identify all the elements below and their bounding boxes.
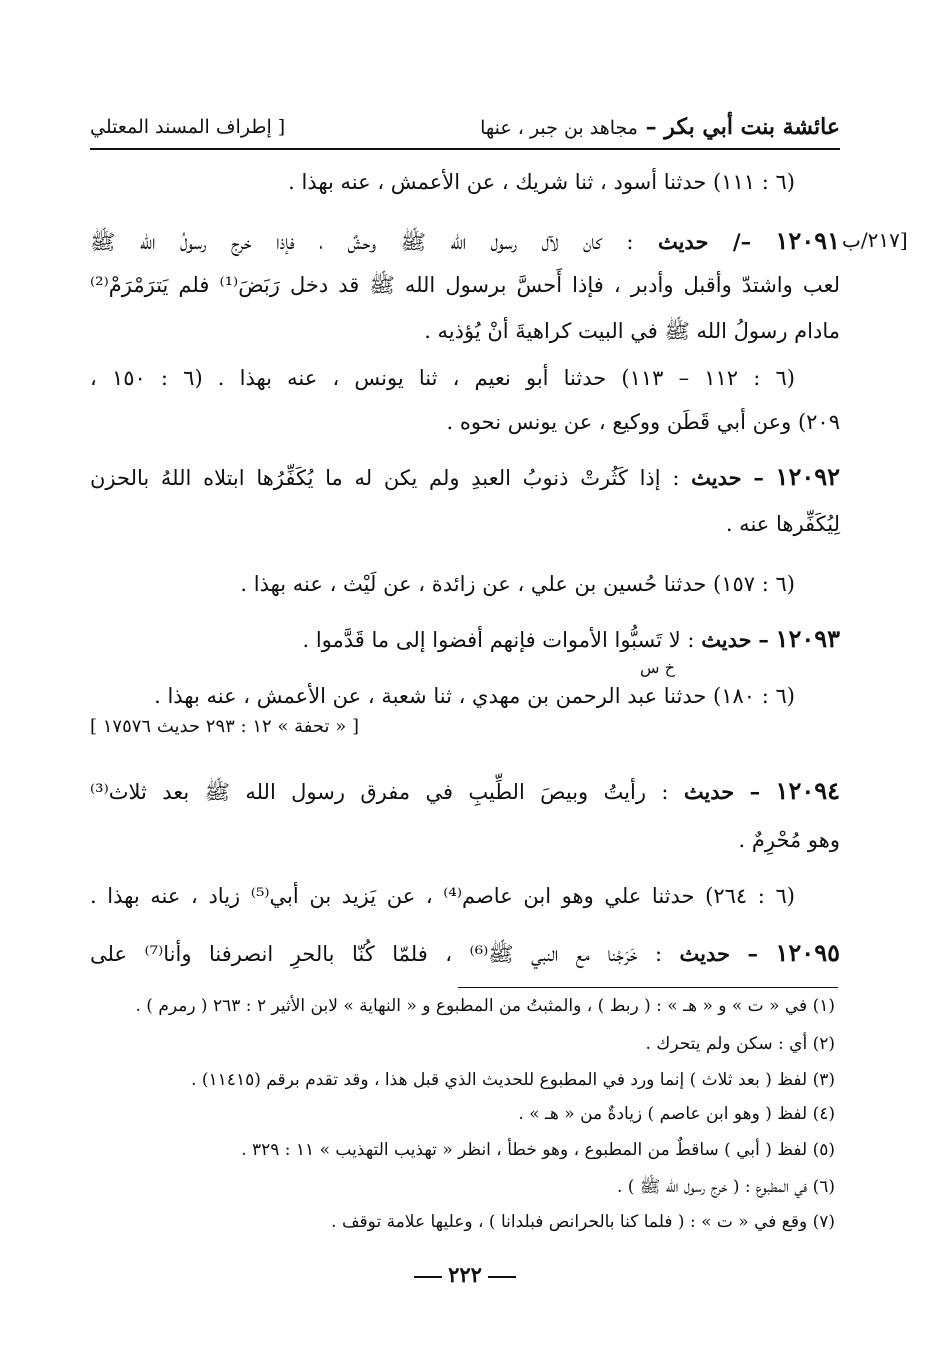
hadith-12093-line-1: ١٢٠٩٣ – حديث : لا تَسبُّوا الأموات فإنهم أفضوا إلى ما قَدَّموا . [302, 624, 840, 653]
header-author: عائشة بنت أبي بكر – [645, 114, 840, 140]
page-number-value: ٢٢٢ [448, 1262, 482, 1287]
header-book-title: [ إطراف المسند المعتلي [90, 116, 286, 138]
hadith-text: : رأيتُ وبيصَ الطِّيبِ في مفرق رسول الله ﷺ بعد ثلاث⁽³⁾ [90, 780, 669, 804]
hadith-12095-line-1: ١٢٠٩٥ – حديث : خَرَجْنا مع النبي ﷺ⁽⁶⁾ ، فلمّا كُنّا بالحرِ انصرفنا وأنا⁽⁷⁾ على [90, 938, 840, 967]
hadith-12091-source-1: (٦ : ١١٢ – ١١٣) حدثنا أبو نعيم ، ثنا يونس ، عنه بهذا . (٦ : ١٥٠ ، [90, 366, 795, 390]
hadith-text: : خَرَجْنا مع النبي ﷺ⁽⁶⁾ ، فلمّا كُنّا بالحرِ انصرفنا وأنا⁽⁷⁾ على [90, 942, 663, 966]
hadith-label: حديث [691, 465, 742, 490]
margin-folio-ref: ٢١٧/ب] [842, 228, 908, 252]
hadith-number: ١٢٠٩٣ [775, 624, 840, 653]
hadith-mark: –/ [732, 229, 752, 254]
hadith-12092-line-1: ١٢٠٩٢ – حديث : إذا كَثُرتْ ذنوبُ العبدِ ولم يكن له ما يُكَفِّرُها ابتلاه اللهُ بالحزن [90, 462, 840, 491]
footnote-rule [458, 987, 838, 988]
footnote: (٦) في المطبوع : ( خرج رسول الله ﷺ ) . [616, 1177, 835, 1197]
footnote: (٧) وقع في « ت » : ( فلما كنا بالحرانص فبلدانا ) ، وعليها علامة توقف . [331, 1212, 835, 1232]
hadith-12091-line-1 [90, 226, 840, 260]
footnote: (١) في « ت » و « هـ » : ( ربط ) ، والمثبتُ من المطبوع و « النهاية » لابن الأثير ٢ : ٢٦٣ ( رمرم ) . [135, 996, 835, 1016]
source-line: (٦ : ١١١) حدثنا أسود ، ثنا شريك ، عن الأعمش ، عنه بهذا . [288, 170, 795, 194]
footnote: (٣) لفظ ( بعد ثلاث ) إنما ورد في المطبوع للحديث الذي قبل هذا ، وقد تقدم برقم (١١٤١٥) . [191, 1070, 835, 1090]
hadith-12091-source-2: ٢٠٩) وعن أبي قَطَن ووكيع ، عن يونس نحوه . [446, 410, 840, 434]
hadith-number: ١٢٠٩٥ [775, 938, 840, 967]
hadith-12094-source: (٦ : ٢٦٤) حدثنا علي وهو ابن عاصم⁽⁴⁾ ، عن يَزيد بن أبي⁽⁵⁾ زياد ، عنه بهذا . [90, 884, 795, 908]
hadith-label: حديث [683, 779, 735, 804]
running-header [90, 112, 840, 150]
hadith-label: حديث [679, 941, 731, 966]
hadith-12094-line-1: ١٢٠٩٤ – حديث : رأيتُ وبيصَ الطِّيبِ في مفرق رسول الله ﷺ بعد ثلاث⁽³⁾ [90, 776, 840, 805]
hadith-label: حديث [657, 229, 709, 254]
tuhfa-reference [90, 716, 840, 737]
footnote: (٢) أي : سكن ولم يتحرك . [645, 1034, 835, 1054]
hadith-12093-source: (٦ : ١٨٠) حدثنا عبد الرحمن بن مهدي ، ثنا شعبة ، عن الأعمش ، عنه بهذا . [154, 684, 795, 708]
header-narrator: مجاهد بن جبر ، عنها [480, 117, 638, 139]
hadith-text: : إذا كَثُرتْ ذنوبُ العبدِ ولم يكن له ما يُكَفِّرُها ابتلاه اللهُ بالحزن [90, 466, 680, 490]
hadith-12091-line-3: مادام رسولُ الله ﷺ في البيت كراهيةَ أنْ يُؤذيه . [424, 319, 840, 343]
hadith-text: : كان لآل رسول الله ﷺ وحشٌ ، فإذا خرج رسولُ الله ﷺ [90, 230, 634, 254]
hadith-12091-line-2: لعب واشتدّ وأقبل وأدبر ، فإذا أَحسَّ برسول الله ﷺ قد دخل رَبَضَ⁽¹⁾ فلم يَترَمْرَمْ⁽²⁾ [90, 273, 840, 297]
hadith-label: حديث [701, 627, 752, 652]
page-number [395, 1262, 535, 1287]
hadith-number: ١٢٠٩١ [775, 226, 840, 255]
hadith-12092-line-2: لِيُكَفِّرها عنه . [725, 512, 840, 536]
footnote: (٥) لفظ ( أبي ) ساقطٌ من المطبوع ، وهو خطأ ، انظر « تهذيب التهذيب » ١١ : ٣٢٩ . [241, 1140, 835, 1160]
hadith-sigla: خ س [640, 658, 675, 677]
hadith-text: : لا تَسبُّوا الأموات فإنهم أفضوا إلى ما قَدَّموا . [302, 628, 695, 652]
hadith-number: ١٢٠٩٤ [775, 776, 840, 805]
tuhfa-text: [ « تحفة » ١٢ : ٢٩٣ حديث ١٧٥٧٦ ] [90, 716, 359, 737]
footnote: (٤) لفظ ( وهو ابن عاصم ) زيادةٌ من « هـ » . [518, 1104, 835, 1124]
hadith-12094-line-2: وهو مُحْرِمٌ . [738, 828, 840, 852]
hadith-12092-source: (٦ : ١٥٧) حدثنا حُسين بن علي ، عن زائدة ، عن لَيْث ، عنه بهذا . [240, 572, 795, 596]
header-title [480, 114, 840, 140]
hadith-number: ١٢٠٩٢ [775, 462, 840, 491]
